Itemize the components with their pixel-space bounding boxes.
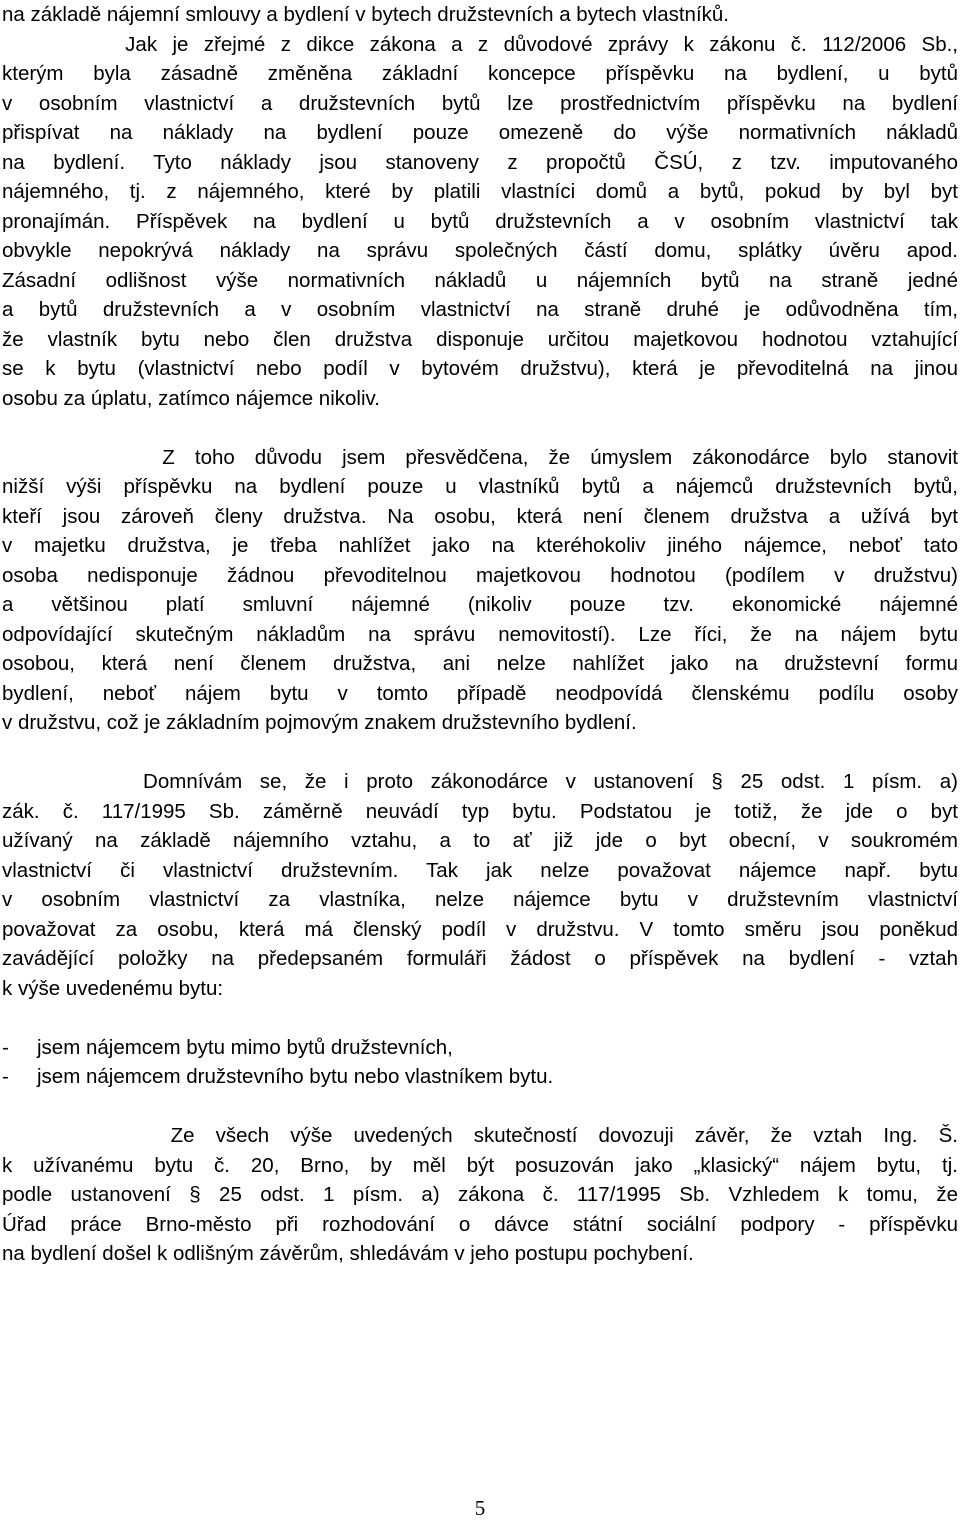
text-line: Ze všech výše uvedených skutečností dovozuji závěr, že vztah Ing. Š. bbox=[2, 1124, 958, 1147]
paragraph-gap bbox=[2, 738, 958, 768]
paragraph-gap bbox=[2, 1003, 958, 1033]
text-line: osobu za úplatu, zatímco nájemce nikoliv. bbox=[2, 386, 380, 410]
text-line: užívaný na základě nájemního vztahu, a to ať již jde o byt obecní, v soukromém bbox=[2, 829, 958, 852]
text-line: v družstvu, což je základním pojmovým znakem družstevního bydlení. bbox=[2, 711, 637, 734]
list-item-text: jsem nájemcem družstevního bytu nebo vlastníkem bytu. bbox=[37, 1065, 554, 1088]
text-line: a většinou platí smluvní nájemné (nikoliv pouze tzv. ekonomické nájemné bbox=[2, 593, 958, 616]
page-number: 5 bbox=[474, 1496, 486, 1520]
text-line: nižší výši příspěvku na bydlení pouze u vlastníků bytů a nájemců družstevních bytů, bbox=[2, 475, 958, 498]
text-line: přispívat na náklady na bydlení pouze omezeně do výše normativních nákladů bbox=[2, 121, 958, 144]
text-line: zák. č. 117/1995 Sb. záměrně neuvádí typ bytu. Podstatou je totiž, že jde o byt bbox=[2, 799, 958, 823]
text-line: nájemného, tj. z nájemného, které by platili vlastníci domů a bytů, pokud by byl byt bbox=[2, 180, 958, 203]
list-item-text: jsem nájemcem bytu mimo bytů družstevních, bbox=[37, 1035, 453, 1059]
text-line: odpovídající skutečným nákladům na správu nemovitostí). Lze říci, že na nájem bytu bbox=[2, 622, 958, 646]
text-line: v osobním vlastnictví a družstevních bytů lze prostřednictvím příspěvku na bydlení bbox=[2, 91, 958, 115]
list-dash: - bbox=[2, 1035, 9, 1059]
text-line: Zásadní odlišnost výše normativních nákladů u nájemních bytů na straně jedné bbox=[2, 268, 958, 292]
text-line: obvykle nepokrývá náklady na správu společných částí domu, splátky úvěru apod. bbox=[2, 239, 958, 262]
text-line: bydlení, neboť nájem bytu v tomto případě neodpovídá členskému podílu osoby bbox=[2, 681, 958, 705]
text-line: vlastnictví či vlastnictví družstevním. Tak jak nelze považovat nájemce např. bytu bbox=[2, 858, 958, 882]
text-line: na bydlení. Tyto náklady jsou stanoveny z propočtů ČSÚ, z tzv. imputovaného bbox=[2, 150, 958, 174]
text-line: kteří jsou zároveň členy družstva. Na osobu, která není členem družstva a užívá byt bbox=[2, 504, 958, 528]
text-line: se k bytu (vlastnictví nebo podíl v bytovém družstvu), která je převoditelná na jinou bbox=[2, 357, 958, 380]
text-line: k výše uvedenému bytu: bbox=[2, 976, 224, 1000]
paragraph-gap bbox=[2, 1092, 958, 1122]
text-line: Domnívám se, že i proto zákonodárce v ustanovení § 25 odst. 1 písm. a) bbox=[2, 770, 958, 793]
text-line: kterým byla zásadně změněna základní koncepce příspěvku na bydlení, u bytů bbox=[2, 62, 958, 85]
text-line: a bytů družstevních a v osobním vlastnictví na straně druhé je odůvodněna tím, bbox=[2, 298, 958, 321]
text-line: Z toho důvodu jsem přesvědčena, že úmyslem zákonodárce bylo stanovit bbox=[2, 445, 958, 469]
text-line: považovat za osobu, která má členský podíl v družstvu. V tomto směru jsou poněkud bbox=[2, 917, 958, 941]
text-line: k užívanému bytu č. 20, Brno, by měl být posuzován jako „klasický“ nájem bytu, tj. bbox=[2, 1153, 958, 1177]
text-line: osoba nedisponuje žádnou převoditelnou majetkovou hodnotou (podílem v družstvu) bbox=[2, 563, 958, 587]
text-line: osobou, která není členem družstva, ani nelze nahlížet jako na družstevní formu bbox=[2, 652, 958, 675]
text-line: v osobním vlastnictví za vlastníka, nelze nájemce bytu v družstevním vlastnictví bbox=[2, 888, 958, 911]
text-line: v majetku družstva, je třeba nahlížet jako na kteréhokoliv jiného nájemce, neboť tato bbox=[2, 534, 958, 557]
text-line: na základě nájemní smlouvy a bydlení v bytech družstevních a bytech vlastníků. bbox=[2, 3, 729, 26]
text-line: podle ustanovení § 25 odst. 1 písm. a) zákona č. 117/1995 Sb. Vzhledem k tomu, že bbox=[2, 1183, 958, 1206]
text-line: na bydlení došel k odlišným závěrům, shledávám v jeho postupu pochybení. bbox=[2, 1242, 694, 1265]
paragraph-gap bbox=[2, 413, 958, 443]
text-line: Jak je zřejmé z dikce zákona a z důvodové zprávy k zákonu č. 112/2006 Sb., bbox=[2, 32, 958, 56]
text-line: Úřad práce Brno-město při rozhodování o dávce státní sociální podpory - příspěvku bbox=[2, 1212, 958, 1236]
list-item bbox=[2, 1062, 958, 1092]
text-line: zavádějící položky na předepsaném formuláři žádost o příspěvek na bydlení - vztah bbox=[2, 947, 958, 970]
list-item bbox=[2, 1033, 958, 1063]
text-line: že vlastník bytu nebo člen družstva disponuje určitou majetkovou hodnotou vztahující bbox=[2, 327, 958, 351]
list-dash: - bbox=[2, 1065, 9, 1088]
text-line: pronajímán. Příspěvek na bydlení u bytů družstevních a v osobním vlastnictví tak bbox=[2, 209, 958, 233]
